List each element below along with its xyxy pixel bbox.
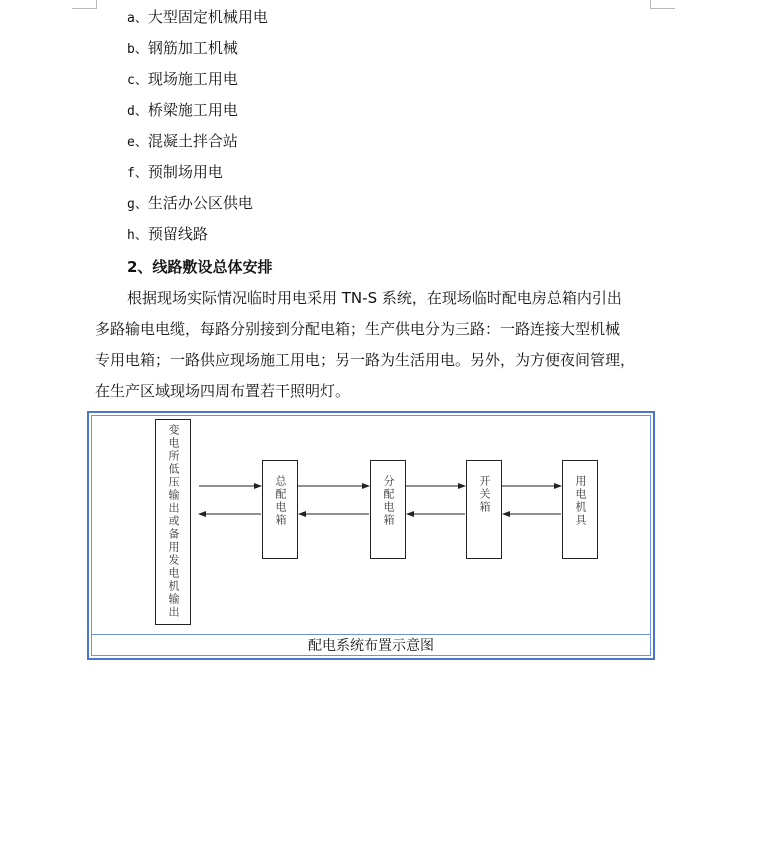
paragraph-line: 根据现场实际情况临时用电采用 TN-S 系统，在现场临时配电房总箱内引出 <box>127 289 622 307</box>
list-item <box>127 2 268 33</box>
list-item <box>127 157 268 188</box>
figure-frame <box>91 415 651 656</box>
distribution-diagram-figure[interactable] <box>87 411 655 660</box>
sub-distribution-box <box>370 460 406 559</box>
page-corner-mark-right <box>650 0 675 9</box>
switch-box <box>466 460 502 559</box>
total-distribution-box <box>262 460 298 559</box>
power-usage-list <box>127 2 268 250</box>
sub-distribution-label: 分配电箱 <box>382 475 395 527</box>
figure-caption: 配电系统布置示意图 <box>308 638 434 654</box>
list-marker: g、 <box>127 197 148 212</box>
list-marker: h、 <box>127 228 148 243</box>
list-item <box>127 188 268 219</box>
list-item-text: 生活办公区供电 <box>147 194 253 212</box>
body-paragraph <box>95 283 655 407</box>
list-item <box>127 95 268 126</box>
power-source-box <box>155 419 191 625</box>
list-marker: e、 <box>127 135 148 150</box>
page-corner-mark-left <box>72 0 97 9</box>
list-item <box>127 33 268 64</box>
list-marker: a、 <box>127 11 148 26</box>
paragraph-line: 多路输电电缆，每路分别接到分配电箱；生产供电分为三路：一路连接大型机械 <box>95 320 621 338</box>
list-item-text: 桥梁施工用电 <box>147 101 238 119</box>
switch-box-label: 开关箱 <box>478 475 491 514</box>
list-item <box>127 126 268 157</box>
list-item-text: 预留线路 <box>147 225 208 243</box>
list-item-text: 钢筋加工机械 <box>147 39 238 57</box>
list-item-text: 大型固定机械用电 <box>147 8 268 26</box>
paragraph-line: 专用电箱；一路供应现场施工用电；另一路为生活用电。另外，为方便夜间管理， <box>95 351 636 369</box>
list-item-text: 混凝土拌合站 <box>147 132 238 150</box>
list-marker: f、 <box>127 166 148 181</box>
power-source-label: 变电所低压输出或备用发电机输出 <box>167 424 180 619</box>
equipment-box <box>562 460 598 559</box>
list-item <box>127 219 268 250</box>
list-item <box>127 64 268 95</box>
section-heading: 2、线路敷设总体安排 <box>127 258 273 276</box>
list-marker: d、 <box>127 104 148 119</box>
list-marker: c、 <box>127 73 148 88</box>
total-distribution-label: 总配电箱 <box>274 475 287 527</box>
list-item-text: 预制场用电 <box>147 163 223 181</box>
list-marker: b、 <box>127 42 148 57</box>
paragraph-line: 在生产区域现场四周布置若干照明灯。 <box>95 382 351 400</box>
list-item-text: 现场施工用电 <box>147 70 238 88</box>
equipment-label: 用电机具 <box>574 475 587 527</box>
